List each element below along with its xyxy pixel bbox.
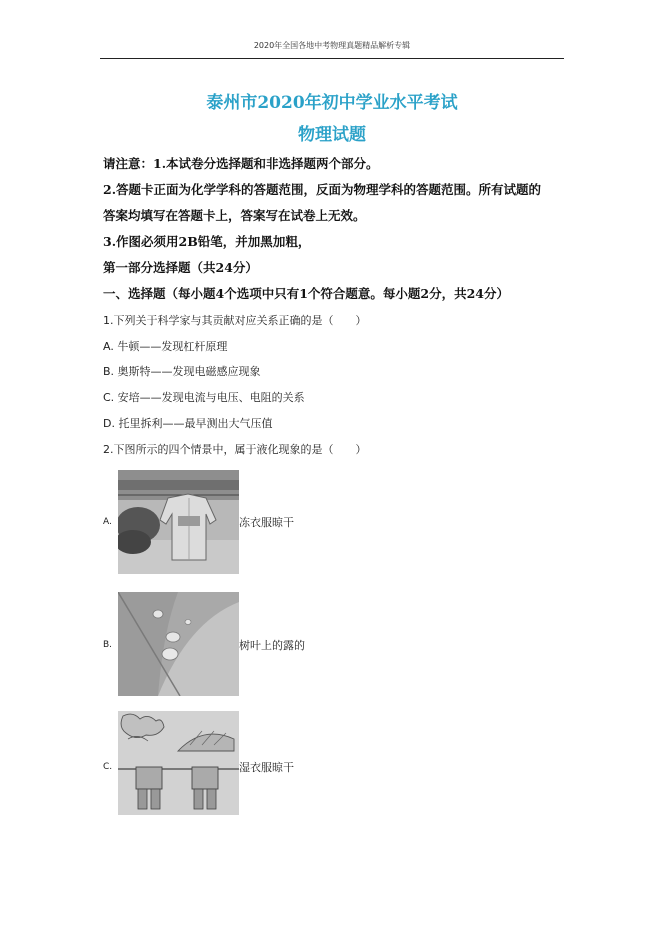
dew-leaf-image xyxy=(118,592,239,696)
notice-line-4: 3.作图必须用2B铅笔，并加黑加粗， xyxy=(103,234,311,249)
q2-option-c-label: C. xyxy=(103,762,113,772)
section-heading: 一、选择题（每小题4个选项中只有1个符合题意。每小题2分，共24分） xyxy=(103,286,509,301)
notice-line-1: 请注意：1.本试卷分选择题和非选择题两个部分。 xyxy=(103,156,379,171)
exam-subtitle: 物理试题 xyxy=(298,125,366,145)
notice-line-2: 2.答题卡正面为化学学科的答题范围，反面为物理学科的答题范围。所有试题的 xyxy=(103,182,542,197)
part1-heading: 第一部分选择题（共24分） xyxy=(103,260,258,275)
q2-option-a-label: A. xyxy=(103,517,112,527)
q1-option-b: B. 奥斯特——发现电磁感应现象 xyxy=(103,365,261,378)
q1-option-a: A. 牛顿——发现杠杆原理 xyxy=(103,340,228,353)
exam-title: 泰州市2020年初中学业水平考试 xyxy=(206,93,458,113)
q2-option-b-label: B. xyxy=(103,640,113,650)
q1-option-d: D. 托里拆利——最早测出大气压值 xyxy=(103,417,273,430)
frozen-clothes-image xyxy=(118,470,239,574)
header-divider xyxy=(100,58,564,59)
q1-stem: 1.下列关于科学家与其贡献对应关系正确的是（ ） xyxy=(103,314,367,327)
notice-line-3: 答案均填写在答题卡上，答案写在试卷上无效。 xyxy=(103,208,366,223)
wet-clothes-image xyxy=(118,711,239,815)
q2-option-a-caption: 冻衣服晾干 xyxy=(239,516,294,529)
page-header: 2020年全国各地中考物理真题精品解析专辑 xyxy=(253,41,411,50)
q2-stem: 2.下图所示的四个情景中，属于液化现象的是（ ） xyxy=(103,443,367,456)
q2-option-b-caption: 树叶上的露的 xyxy=(239,639,305,652)
q2-option-c-caption: 湿衣服晾干 xyxy=(239,761,294,774)
q1-option-c: C. 安培——发现电流与电压、电阻的关系 xyxy=(103,391,305,404)
